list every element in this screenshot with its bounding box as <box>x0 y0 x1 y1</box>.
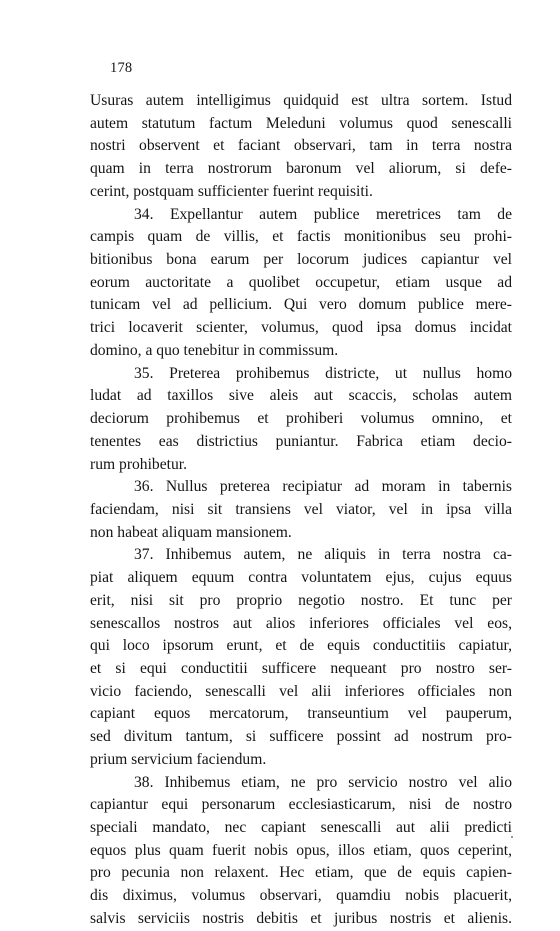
text-line: piat aliquem equum contra voluntatem ejus, cujus equus <box>90 569 512 587</box>
text-line: speciali mandato, nec capiant senescalli aut alii predicti <box>90 819 512 836</box>
text-line: ludat ad taxillos sive aleis aut scaccis, scholas autem <box>90 387 512 405</box>
text-line: 35. Preterea prohibemus districte, ut nullus homo <box>134 364 512 382</box>
text-line: salvis serviciis nostris debitis et juribus nostris et alienis. <box>90 909 512 927</box>
text-line: deciorum prohibemus et prohiberi volumus omnino, et <box>90 410 512 428</box>
text-line: sed divitum tantum, si sufficere possint ad nostrum pro- <box>90 728 512 746</box>
text-line: dis diximus, volumus observari, quamdiu nobis placuerit, <box>90 887 512 905</box>
text-line: bitionibus bona earum per locorum judices capiantur vel <box>90 251 512 269</box>
text-line: non habeat aliquam mansionem. <box>90 523 292 541</box>
text-line: autem statutum factum Meleduni volumus quod senescalli <box>90 114 512 132</box>
text-line: 36. Nullus preterea recipiatur ad moram in tabernis <box>134 478 512 496</box>
text-line: 38. Inhibemus etiam, ne pro servicio nostro vel alio <box>134 773 512 791</box>
text-line: trici locaverit scienter, volumus, quod ipsa domus incidat <box>90 319 512 337</box>
text-line: campis quam de villis, et factis monitionibus seu prohi- <box>90 228 512 246</box>
text-line: vicio faciendo, senescalli vel alii inferiores officiales non <box>90 682 512 700</box>
text-line: Usuras autem intelligimus quidquid est ultra sortem. Istud <box>90 92 512 109</box>
text-line: tenentes eas districtius puniantur. Fabrica etiam decio- <box>90 432 512 450</box>
text-line: senescallos nostros aut alios inferiores officiales vel eos, <box>90 614 512 632</box>
text-line: nostri observent et faciant observari, tam in terra nostra <box>90 137 512 155</box>
text-body <box>90 90 512 931</box>
text-line: quam in terra nostrorum baronum vel aliorum, si defe- <box>90 160 512 178</box>
text-line: erit, nisi sit pro proprio negotio nostro. Et tunc per <box>90 591 512 609</box>
text-line: eorum auctoritate a quolibet occupetur, etiam usque ad <box>90 273 512 291</box>
text-line: equos plus quam fuerit nobis opus, illos etiam, quos ceperint, <box>90 841 512 859</box>
text-line: capiant equos mercatorum, transeuntium vel pauperum, <box>90 705 512 723</box>
text-line: et si equi conductitii sufficere nequeant pro nostro ser- <box>90 659 512 677</box>
page-number: 178 <box>110 60 133 76</box>
text-line: cerint, postquam sufficienter fuerint requisiti. <box>90 182 373 200</box>
print-speck <box>511 836 513 838</box>
text-line: prium servicium faciendum. <box>90 750 267 768</box>
text-line: pro pecunia non relaxent. Hec etiam, que de equis capien- <box>90 864 512 882</box>
text-line: rum prohibetur. <box>90 455 188 473</box>
text-line: 34. Expellantur autem publice meretrices tam de <box>134 205 512 223</box>
text-line: faciendam, nisi sit transiens vel viator, vel in ipsa villa <box>90 500 512 518</box>
text-line: qui loco ipsorum erunt, et de equis conductitiis capiatur, <box>90 637 512 655</box>
text-line: tunicam vel ad pellicium. Qui vero domum publice mere- <box>90 296 512 314</box>
text-line: capiantur equi personarum ecclesiasticarum, nisi de nostro <box>90 796 512 814</box>
text-line: 37. Inhibemus autem, ne aliquis in terra nostra ca- <box>134 546 512 564</box>
text-line: domino, a quo tenebitur in commissum. <box>90 341 339 359</box>
